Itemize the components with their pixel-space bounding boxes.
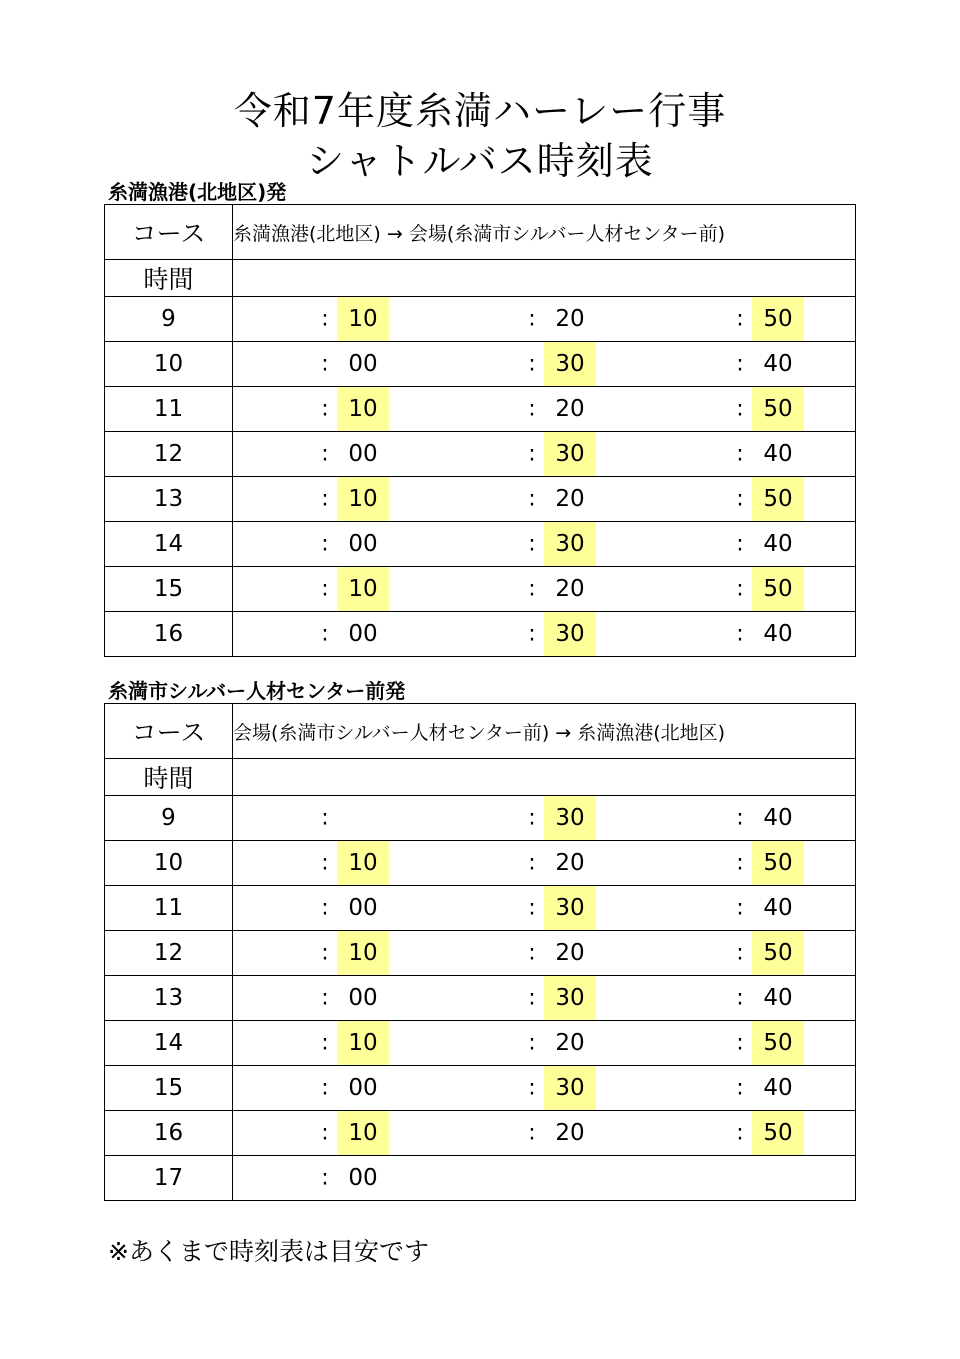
- hour-cell: 9: [105, 796, 233, 841]
- minute-value: 10: [337, 1111, 389, 1155]
- minute-value: 30: [544, 612, 596, 656]
- minute-value: 10: [337, 931, 389, 975]
- minute-value: 00: [348, 621, 378, 647]
- minute-value: 10: [337, 1021, 389, 1065]
- minute-value: 30: [544, 522, 596, 566]
- time-colon: :: [321, 1120, 329, 1146]
- minute-value: 20: [555, 486, 585, 512]
- time-colon: :: [528, 1030, 536, 1056]
- minute-value: 50: [752, 841, 804, 885]
- minute-value: 30: [544, 976, 596, 1020]
- timetable-outbound-body: [105, 205, 856, 657]
- minute-value: 00: [348, 985, 378, 1011]
- section1-label: 糸満漁港(北地区)発: [108, 180, 287, 204]
- time-colon: :: [321, 895, 329, 921]
- time-colon: :: [528, 441, 536, 467]
- minute-value: 40: [763, 1075, 793, 1101]
- timetable-outbound: [104, 204, 856, 657]
- table-row: [105, 567, 856, 612]
- time-colon: :: [528, 1120, 536, 1146]
- minute-value: 50: [752, 1021, 804, 1065]
- minute-value: 20: [555, 850, 585, 876]
- hour-cell: 14: [105, 522, 233, 567]
- time-colon: :: [321, 351, 329, 377]
- title-line-2: シャトルバス時刻表: [306, 139, 654, 183]
- time-colon: :: [321, 940, 329, 966]
- hour-cell: 15: [105, 1066, 233, 1111]
- time-colon: :: [736, 576, 744, 602]
- hour-cell: 12: [105, 931, 233, 976]
- table-row: [105, 886, 856, 931]
- table-row: [105, 796, 856, 841]
- time-header: 時間: [105, 260, 233, 297]
- minute-value: 40: [763, 805, 793, 831]
- time-colon: :: [528, 486, 536, 512]
- minutes-cell: [233, 1066, 856, 1111]
- minute-value: 40: [763, 441, 793, 467]
- time-colon: :: [321, 985, 329, 1011]
- minute-value: 00: [348, 351, 378, 377]
- minute-value: 20: [555, 306, 585, 332]
- minute-value: 50: [752, 387, 804, 431]
- time-colon: :: [528, 396, 536, 422]
- minute-value: 50: [752, 477, 804, 521]
- minute-value: 00: [348, 1165, 378, 1191]
- minutes-cell: [233, 612, 856, 657]
- table-row: [105, 841, 856, 886]
- time-colon: :: [528, 351, 536, 377]
- time-colon: :: [321, 1030, 329, 1056]
- minutes-cell: [233, 841, 856, 886]
- table-row: [105, 522, 856, 567]
- minute-value: 00: [348, 441, 378, 467]
- minute-value: 40: [763, 895, 793, 921]
- time-colon: :: [736, 531, 744, 557]
- table-row: [105, 432, 856, 477]
- minute-value: 50: [752, 567, 804, 611]
- hour-cell: 11: [105, 387, 233, 432]
- minutes-cell: [233, 1021, 856, 1066]
- time-header: 時間: [105, 759, 233, 796]
- minute-value: 00: [348, 531, 378, 557]
- time-colon: :: [736, 805, 744, 831]
- table-row: [105, 931, 856, 976]
- time-colon: :: [321, 805, 329, 831]
- time-colon: :: [321, 621, 329, 647]
- minute-value: 20: [555, 396, 585, 422]
- minute-value: 50: [752, 1111, 804, 1155]
- minute-value: 20: [555, 1030, 585, 1056]
- minute-value: 50: [752, 297, 804, 341]
- minute-value: 30: [544, 796, 596, 840]
- time-colon: :: [321, 850, 329, 876]
- minutes-cell: [233, 477, 856, 522]
- minute-value: 10: [337, 567, 389, 611]
- time-colon: :: [321, 1075, 329, 1101]
- page-title: [0, 86, 960, 186]
- table-row: [105, 342, 856, 387]
- minute-value: 50: [752, 931, 804, 975]
- title-line-1: 令和7年度糸満ハーレー行事: [233, 89, 727, 133]
- minute-value: 20: [555, 576, 585, 602]
- route-label: 会場(糸満市シルバー人材センター前) → 糸満漁港(北地区): [233, 704, 856, 759]
- time-colon: :: [528, 531, 536, 557]
- table-row: [105, 477, 856, 522]
- time-colon: :: [736, 895, 744, 921]
- timetable-return: [104, 703, 856, 1201]
- hour-cell: 10: [105, 342, 233, 387]
- minutes-cell: [233, 522, 856, 567]
- time-colon: :: [321, 1165, 329, 1191]
- minute-value: 30: [544, 886, 596, 930]
- time-colon: :: [528, 621, 536, 647]
- time-colon: :: [736, 985, 744, 1011]
- minute-value: 10: [337, 477, 389, 521]
- time-colon: :: [321, 576, 329, 602]
- hour-cell: 13: [105, 976, 233, 1021]
- hour-cell: 15: [105, 567, 233, 612]
- table-row: [105, 387, 856, 432]
- table-row: [105, 976, 856, 1021]
- minute-value: [337, 796, 389, 840]
- minute-value: 40: [763, 985, 793, 1011]
- course-header: コース: [105, 205, 233, 260]
- time-colon: :: [736, 1075, 744, 1101]
- time-colon: :: [528, 895, 536, 921]
- time-colon: :: [736, 621, 744, 647]
- course-row: [105, 704, 856, 759]
- table-row: [105, 1021, 856, 1066]
- hour-cell: 13: [105, 477, 233, 522]
- minute-value: 20: [555, 940, 585, 966]
- minutes-cell: [233, 1111, 856, 1156]
- section2-label: 糸満市シルバー人材センター前発: [108, 679, 406, 703]
- time-colon: :: [736, 1120, 744, 1146]
- table-row: [105, 297, 856, 342]
- timetable-return-body: [105, 704, 856, 1201]
- time-colon: :: [736, 306, 744, 332]
- time-colon: :: [528, 576, 536, 602]
- course-header: コース: [105, 704, 233, 759]
- hour-cell: 9: [105, 297, 233, 342]
- hour-cell: 12: [105, 432, 233, 477]
- minute-value: 00: [348, 895, 378, 921]
- minute-value: 00: [348, 1075, 378, 1101]
- table-row: [105, 1111, 856, 1156]
- time-colon: :: [736, 1030, 744, 1056]
- minute-value: 30: [544, 432, 596, 476]
- table-row: [105, 1156, 856, 1201]
- time-colon: :: [736, 486, 744, 512]
- time-colon: :: [528, 805, 536, 831]
- minute-value: 30: [544, 342, 596, 386]
- route-label: 糸満漁港(北地区) → 会場(糸満市シルバー人材センター前): [233, 205, 856, 260]
- minutes-cell: [233, 297, 856, 342]
- hour-cell: 14: [105, 1021, 233, 1066]
- minutes-cell: [233, 886, 856, 931]
- time-colon: :: [321, 531, 329, 557]
- minutes-cell: [233, 387, 856, 432]
- hour-cell: 16: [105, 612, 233, 657]
- minute-value: 30: [544, 1066, 596, 1110]
- time-colon: :: [321, 306, 329, 332]
- minutes-cell: [233, 1156, 856, 1201]
- footnote: ※あくまで時刻表は目安です: [108, 1237, 429, 1266]
- time-colon: :: [736, 396, 744, 422]
- time-colon: :: [528, 850, 536, 876]
- time-colon: :: [736, 940, 744, 966]
- time-colon: :: [528, 1075, 536, 1101]
- hour-cell: 11: [105, 886, 233, 931]
- minute-value: 40: [763, 351, 793, 377]
- minute-value: 10: [337, 387, 389, 431]
- time-colon: :: [321, 486, 329, 512]
- minutes-cell: [233, 931, 856, 976]
- time-colon: :: [736, 351, 744, 377]
- time-colon: :: [736, 850, 744, 876]
- time-colon: :: [528, 940, 536, 966]
- time-row: [105, 759, 856, 796]
- hour-cell: 10: [105, 841, 233, 886]
- minute-value: 10: [337, 841, 389, 885]
- time-colon: :: [321, 396, 329, 422]
- time-row: [105, 260, 856, 297]
- time-colon: :: [736, 441, 744, 467]
- minutes-cell: [233, 342, 856, 387]
- minute-value: 20: [555, 1120, 585, 1146]
- hour-cell: 17: [105, 1156, 233, 1201]
- time-header-spacer: [233, 759, 856, 796]
- minute-value: 40: [763, 531, 793, 557]
- table-row: [105, 1066, 856, 1111]
- time-colon: :: [528, 306, 536, 332]
- course-row: [105, 205, 856, 260]
- time-header-spacer: [233, 260, 856, 297]
- minutes-cell: [233, 432, 856, 477]
- minute-value: 10: [337, 297, 389, 341]
- table-row: [105, 612, 856, 657]
- minutes-cell: [233, 976, 856, 1021]
- minutes-cell: [233, 796, 856, 841]
- time-colon: :: [528, 985, 536, 1011]
- hour-cell: 16: [105, 1111, 233, 1156]
- minutes-cell: [233, 567, 856, 612]
- time-colon: :: [321, 441, 329, 467]
- minute-value: 40: [763, 621, 793, 647]
